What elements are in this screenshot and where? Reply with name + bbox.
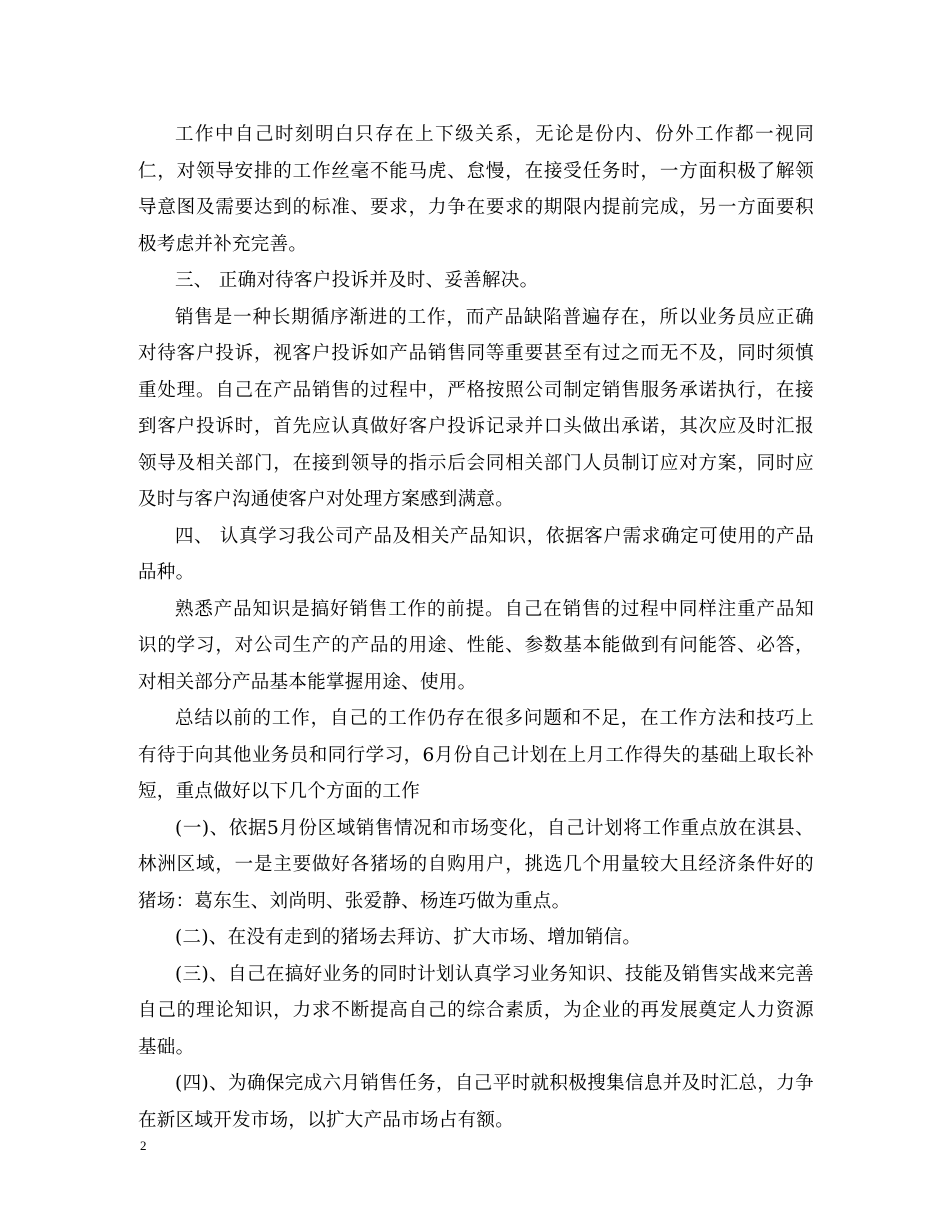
- plan-item-two: (二)、在没有走到的猪场去拜访、扩大市场、增加销信。: [175, 927, 642, 948]
- document-body: [138, 117, 814, 1139]
- paragraph-work-attitude: 工作中自己时刻明白只存在上下级关系，无论是份内、份外工作都一视同仁，对领导安排的工作丝毫不能马虎、怠慢，在接受任务时，一方面积极了解领导意图及需要达到的标准、要求，力争在要求的期限内提前完成，另一方面要积极考虑并补充完善。: [138, 124, 814, 255]
- section-heading-four: 四、 认真学习我公司产品及相关产品知识，依据客户需求确定可使用的产品品种。: [138, 525, 814, 583]
- paragraph-customer-complaints: 销售是一种长期循序渐进的工作，而产品缺陷普遍存在，所以业务员应正确对待客户投诉，视客户投诉如产品销售同等重要甚至有过之而无不及，同时须慎重处理。自己在产品销售的过程中，严格按照公司制定销售服务承诺执行，在接到客户投诉时，首先应认真做好客户投诉记录并口头做出承诺，其次应及时汇报领导及相关部门，在接到领导的指示后会同相关部门人员制订应对方案，同时应及时与客户沟通使客户对处理方案感到满意。: [138, 306, 814, 510]
- paragraph-product-knowledge: 熟悉产品知识是搞好销售工作的前提。自己在销售的过程中同样注重产品知识的学习，对公司生产的产品的用途、性能、参数基本能做到有问能答、必答，对相关部分产品基本能掌握用途、使用。: [138, 598, 814, 693]
- paragraph-summary: 总结以前的工作，自己的工作仍存在很多问题和不足，在工作方法和技巧上有待于向其他业务员和同行学习，6月份自己计划在上月工作得失的基础上取长补短，重点做好以下几个方面的工作: [138, 708, 814, 802]
- plan-item-one: (一)、依据5月份区域销售情况和市场变化，自己计划将工作重点放在淇县、林洲区域，一是主要做好各猪场的自购用户，挑选几个用量较大且经济条件好的猪场：葛东生、刘尚明、张爱静、杨连巧做为重点。: [138, 817, 814, 912]
- section-heading-three: 三、 正确对待客户投诉并及时、妥善解决。: [175, 270, 539, 291]
- page-number: 2: [140, 1138, 147, 1153]
- plan-item-four: (四)、为确保完成六月销售任务，自己平时就积极搜集信息并及时汇总，力争在新区域开发市场，以扩大产品市场占有额。: [138, 1073, 814, 1131]
- plan-item-three: (三)、自己在搞好业务的同时计划认真学习业务知识、技能及销售实战来完善自己的理论知识，力求不断提高自己的综合素质，为企业的再发展奠定人力资源基础。: [138, 963, 814, 1058]
